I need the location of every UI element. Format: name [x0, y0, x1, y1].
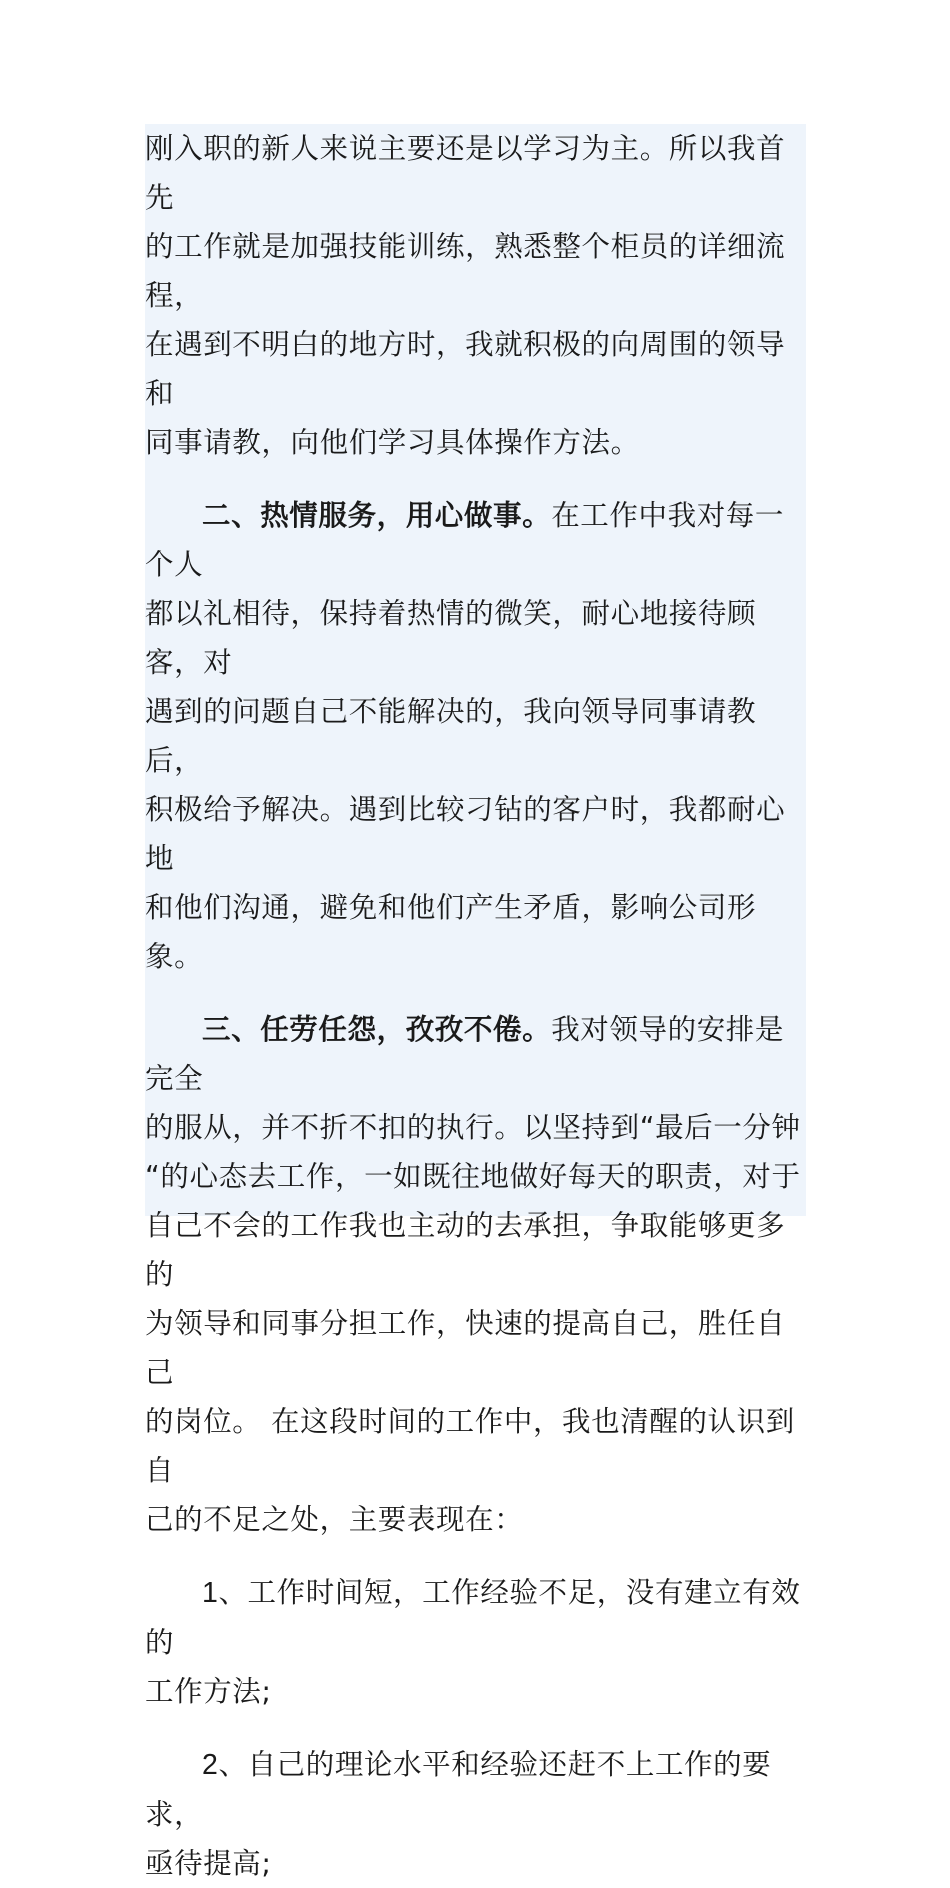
section-2-text: 在工作中我对每一个人 都以礼相待，保持着热情的微笑，耐心地接待顾客，对 遇到的问题自己不能解决的，我向领导同事请教后， 积极给予解决。遇到比较刁钻的客户时，我都耐心地 和他们沟通，避免和他们产生矛盾，影响公司形象。	[145, 499, 786, 973]
section-3-text: 我对领导的安排是完全 的服从，并不折不扣的执行。以坚持到“最后一分钟 “的心态去工作，一如既往地做好每天的职责，对于 自己不会的工作我也主动的去承担，争取能够更多的 为领导和同事分担工作，快速的提高自己，胜任自己 的岗位。 在这段时间的工作中，我也清醒的认识到自 己的不足之处，主要表现在：	[145, 1013, 801, 1536]
paragraph-section-3	[145, 1005, 806, 1544]
text-block	[145, 124, 806, 1880]
paragraph-intro	[145, 124, 806, 467]
section-3-heading: 三、任劳任怨，孜孜不倦。	[202, 1013, 552, 1046]
list-item-2-text: 、自己的理论水平和经验还赶不上工作的要求， 亟待提高;	[145, 1748, 772, 1880]
list-item-2	[145, 1740, 806, 1888]
list-item-1	[145, 1568, 806, 1716]
list-item-1-number: 1	[202, 1577, 219, 1609]
list-item-1-text: 、工作时间短，工作经验不足，没有建立有效的 工作方法;	[145, 1576, 801, 1708]
list-item-2-number: 2	[202, 1749, 219, 1781]
paragraph-intro-text: 刚入职的新人来说主要还是以学习为主。所以我首先 的工作就是加强技能训练，熟悉整个柜员的详细流程， 在遇到不明白的地方时，我就积极的向周围的领导和 同事请教，向他们学习具体操作方法。	[145, 132, 786, 459]
paragraph-section-2	[145, 491, 806, 981]
section-2-heading: 二、热情服务，用心做事。	[202, 499, 552, 532]
